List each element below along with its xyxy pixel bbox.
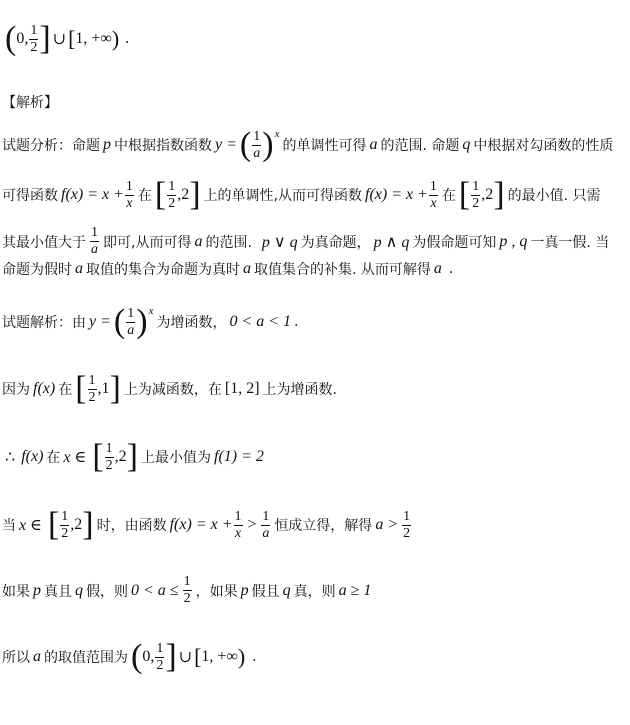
analysis-line-3: 其最小值大于 $\frac{1}{a}$ 即可,从而可得 a 的范围. p ∨ q 为真命题， p ∧ q 为假命题可知 p , q 一真一假. 当: [2, 225, 610, 257]
solution-line-5: 如果 p 真且 q 假，则 0 < a ≤ $\frac{1}{2}$ ，如果 p 假且 q 真，则 a ≥ 1: [2, 574, 372, 606]
exp-function: y = ( $\frac{1}{a}$ ) x: [215, 126, 280, 163]
union-symbol: ∪: [52, 31, 67, 48]
zero-value: 0: [16, 30, 25, 47]
analysis-line-2: 可得函数 f(x) = x + $\frac{1}{x}$ 在 [ $\frac{1}{2}$ , 2 ] 上的单调性,从而可得函数 f(x) = x + $\frac{1}{x}$ 在 [ $\frac{1}{2}$ , 2 ] 的最小值. 只需: [2, 176, 601, 213]
answer-line: [2, 22, 132, 56]
interval-half-two: [ $\frac{1}{2}$ , 2 ]: [154, 176, 201, 213]
solution-line-4: 当 x ∈ [ $\frac{1}{2}$ , 2 ] 时，由函数 f(x) = x + $\frac{1}{x}$ > $\frac{1}{a}$ 恒成立得，解得 a > $\frac{1}{2}$: [2, 506, 411, 543]
answer-expression: ( 0 , $\frac{1}{2}$ ] ∪ [ 1, +∞ ) .: [5, 20, 130, 57]
fraction-half: $\frac{1}{2}$: [30, 22, 38, 55]
solution-line-1: 试题解析：由 y = ( $\frac{1}{a}$ ) x 为增函数， 0 < a < 1 .: [2, 303, 299, 340]
jiexi-heading: 【解析】: [2, 95, 58, 111]
final-answer-expression: ( 0 , $\frac{1}{2}$ ] ∪ [ 1, +∞ ): [131, 638, 246, 675]
analysis-line-4: 命题为假时 a 取值的集合为命题为真时 a 取值集合的补集. 从而可解得 a .: [2, 260, 454, 278]
right-bracket: ]: [39, 20, 51, 57]
solution-line-2: 因为 f(x) 在 [ $\frac{1}{2}$ , 1 ] 上为减函数，在 [1, 2] 上为增函数.: [2, 370, 337, 407]
solution-line-3: ∴ f(x) 在 x ∈ [ $\frac{1}{2}$ , 2 ] 上最小值为 f(1) = 2: [5, 438, 264, 475]
solution-line-6: 所以 a 的取值范围为 ( 0 , $\frac{1}{2}$ ] ∪ [ 1, +∞ ) .: [2, 638, 257, 675]
analysis-line-1: 试题分析：命题 p 中根据指数函数 y = ( $\frac{1}{a}$ ) x 的单调性可得 a 的范围. 命题 q 中根据对勾函数的性质: [2, 126, 614, 163]
left-paren: (: [5, 20, 17, 57]
